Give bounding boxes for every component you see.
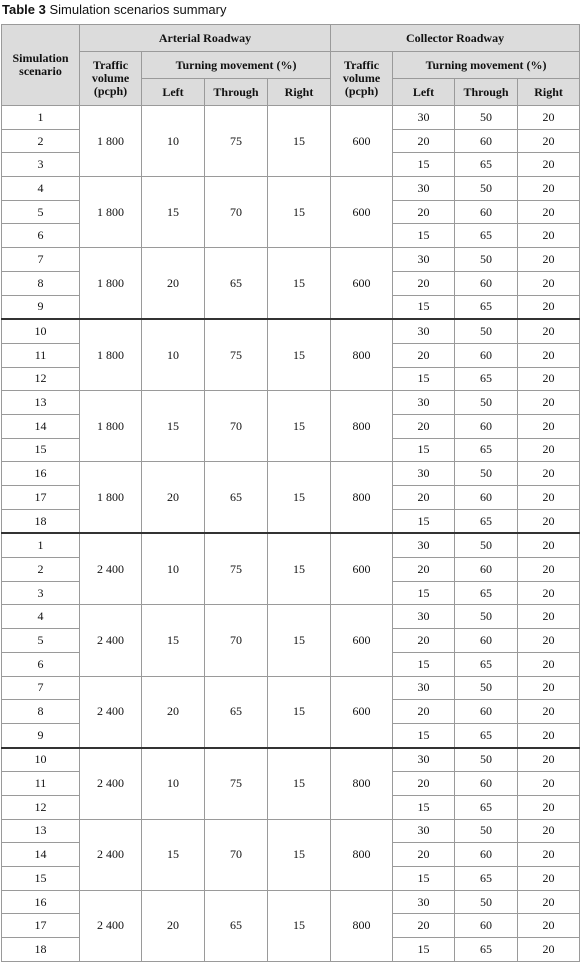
collector-right-cell: 20 (518, 486, 580, 510)
collector-left-cell: 15 (393, 295, 455, 319)
collector-left-cell: 20 (393, 200, 455, 224)
scenario-cell: 10 (2, 319, 80, 343)
arterial-through-cell: 75 (205, 106, 268, 177)
collector-right-cell: 20 (518, 248, 580, 272)
scenario-cell: 18 (2, 938, 80, 962)
scenario-cell: 11 (2, 772, 80, 796)
table-row (2, 106, 580, 130)
collector-through-cell: 60 (455, 129, 518, 153)
collector-through-cell: 60 (455, 558, 518, 582)
arterial-left-cell: 10 (142, 533, 205, 605)
collector-right-cell: 20 (518, 153, 580, 177)
arterial-volume-cell: 2 400 (80, 676, 142, 748)
collector-right-cell: 20 (518, 652, 580, 676)
arterial-volume-cell: 1 800 (80, 177, 142, 248)
collector-right-cell: 20 (518, 391, 580, 415)
collector-left-cell: 15 (393, 438, 455, 462)
collector-right-cell: 20 (518, 795, 580, 819)
collector-left-cell: 20 (393, 129, 455, 153)
collector-through-cell: 50 (455, 819, 518, 843)
collector-left-cell: 30 (393, 533, 455, 557)
scenario-cell: 5 (2, 200, 80, 224)
arterial-volume-cell: 1 800 (80, 248, 142, 320)
collector-right-cell: 20 (518, 129, 580, 153)
scenario-cell: 9 (2, 723, 80, 747)
collector-right-cell: 20 (518, 605, 580, 629)
collector-left-cell: 20 (393, 558, 455, 582)
arterial-right-cell: 15 (268, 462, 331, 534)
table-body (2, 106, 580, 962)
table-row (2, 890, 580, 914)
collector-left-cell: 15 (393, 509, 455, 533)
collector-right-cell: 20 (518, 819, 580, 843)
collector-volume-cell: 800 (331, 462, 393, 534)
collector-right-cell: 20 (518, 700, 580, 724)
collector-left-cell: 30 (393, 890, 455, 914)
arterial-volume-cell: 1 800 (80, 106, 142, 177)
scenario-cell: 15 (2, 867, 80, 891)
header-arterial-left: Left (142, 79, 205, 106)
scenario-cell: 7 (2, 248, 80, 272)
scenario-cell: 8 (2, 271, 80, 295)
collector-right-cell: 20 (518, 343, 580, 367)
collector-through-cell: 65 (455, 867, 518, 891)
collector-right-cell: 20 (518, 509, 580, 533)
collector-right-cell: 20 (518, 581, 580, 605)
header-arterial-right: Right (268, 79, 331, 106)
collector-through-cell: 50 (455, 890, 518, 914)
collector-left-cell: 15 (393, 581, 455, 605)
collector-right-cell: 20 (518, 676, 580, 700)
arterial-left-cell: 15 (142, 605, 205, 676)
collector-left-cell: 20 (393, 700, 455, 724)
header-arterial-volume: Traffic volume (pcph) (80, 52, 142, 106)
collector-left-cell: 30 (393, 676, 455, 700)
scenario-cell: 5 (2, 629, 80, 653)
collector-left-cell: 15 (393, 652, 455, 676)
arterial-right-cell: 15 (268, 605, 331, 676)
header-collector-turning: Turning movement (%) (393, 52, 580, 79)
collector-through-cell: 50 (455, 106, 518, 130)
collector-through-cell: 65 (455, 723, 518, 747)
collector-through-cell: 65 (455, 509, 518, 533)
collector-through-cell: 60 (455, 486, 518, 510)
arterial-left-cell: 20 (142, 676, 205, 748)
collector-left-cell: 20 (393, 843, 455, 867)
collector-through-cell: 60 (455, 414, 518, 438)
scenario-cell: 2 (2, 129, 80, 153)
arterial-left-cell: 15 (142, 177, 205, 248)
header-collector: Collector Roadway (331, 25, 580, 52)
collector-through-cell: 60 (455, 772, 518, 796)
collector-volume-cell: 600 (331, 248, 393, 320)
arterial-through-cell: 65 (205, 248, 268, 320)
collector-right-cell: 20 (518, 367, 580, 391)
header-arterial: Arterial Roadway (80, 25, 331, 52)
scenario-cell: 6 (2, 224, 80, 248)
collector-right-cell: 20 (518, 843, 580, 867)
header-collector-through: Through (455, 79, 518, 106)
collector-through-cell: 60 (455, 914, 518, 938)
header-arterial-turning: Turning movement (%) (142, 52, 331, 79)
collector-volume-cell: 600 (331, 676, 393, 748)
scenario-cell: 18 (2, 509, 80, 533)
arterial-through-cell: 70 (205, 605, 268, 676)
arterial-through-cell: 70 (205, 819, 268, 890)
arterial-volume-cell: 2 400 (80, 748, 142, 820)
scenario-cell: 13 (2, 391, 80, 415)
collector-through-cell: 65 (455, 153, 518, 177)
collector-volume-cell: 800 (331, 391, 393, 462)
scenario-cell: 12 (2, 795, 80, 819)
table-row (2, 533, 580, 557)
arterial-left-cell: 20 (142, 890, 205, 961)
table-row (2, 462, 580, 486)
collector-left-cell: 20 (393, 629, 455, 653)
collector-through-cell: 60 (455, 343, 518, 367)
scenario-cell: 17 (2, 486, 80, 510)
collector-right-cell: 20 (518, 938, 580, 962)
collector-left-cell: 20 (393, 343, 455, 367)
collector-right-cell: 20 (518, 462, 580, 486)
arterial-through-cell: 65 (205, 890, 268, 961)
collector-volume-cell: 600 (331, 605, 393, 676)
table-title: Simulation scenarios summary (49, 2, 227, 17)
scenario-cell: 9 (2, 295, 80, 319)
arterial-through-cell: 75 (205, 748, 268, 820)
table-row (2, 319, 580, 343)
arterial-through-cell: 65 (205, 676, 268, 748)
arterial-volume-cell: 2 400 (80, 605, 142, 676)
scenario-cell: 14 (2, 414, 80, 438)
collector-left-cell: 20 (393, 772, 455, 796)
collector-volume-cell: 600 (331, 177, 393, 248)
collector-left-cell: 15 (393, 867, 455, 891)
collector-through-cell: 65 (455, 795, 518, 819)
collector-through-cell: 65 (455, 295, 518, 319)
collector-right-cell: 20 (518, 177, 580, 201)
collector-right-cell: 20 (518, 319, 580, 343)
scenario-cell: 14 (2, 843, 80, 867)
arterial-right-cell: 15 (268, 890, 331, 961)
scenario-cell: 12 (2, 367, 80, 391)
collector-left-cell: 30 (393, 748, 455, 772)
collector-left-cell: 20 (393, 486, 455, 510)
scenario-cell: 8 (2, 700, 80, 724)
arterial-right-cell: 15 (268, 748, 331, 820)
collector-volume-cell: 600 (331, 533, 393, 605)
scenario-cell: 10 (2, 748, 80, 772)
collector-right-cell: 20 (518, 558, 580, 582)
header-scenario: Simulation scenario (2, 25, 80, 106)
collector-through-cell: 50 (455, 533, 518, 557)
scenario-cell: 16 (2, 890, 80, 914)
collector-right-cell: 20 (518, 271, 580, 295)
collector-through-cell: 65 (455, 581, 518, 605)
arterial-volume-cell: 2 400 (80, 890, 142, 961)
collector-through-cell: 60 (455, 271, 518, 295)
arterial-through-cell: 75 (205, 533, 268, 605)
table-row (2, 676, 580, 700)
arterial-right-cell: 15 (268, 106, 331, 177)
collector-through-cell: 65 (455, 367, 518, 391)
arterial-left-cell: 15 (142, 819, 205, 890)
arterial-volume-cell: 1 800 (80, 462, 142, 534)
arterial-right-cell: 15 (268, 533, 331, 605)
table-number: Table 3 (2, 2, 46, 17)
collector-through-cell: 65 (455, 938, 518, 962)
arterial-left-cell: 20 (142, 248, 205, 320)
collector-through-cell: 65 (455, 652, 518, 676)
collector-right-cell: 20 (518, 914, 580, 938)
arterial-right-cell: 15 (268, 319, 331, 391)
collector-left-cell: 20 (393, 414, 455, 438)
scenario-cell: 1 (2, 106, 80, 130)
table-row (2, 819, 580, 843)
arterial-through-cell: 65 (205, 462, 268, 534)
collector-through-cell: 65 (455, 224, 518, 248)
arterial-left-cell: 10 (142, 748, 205, 820)
header-collector-left: Left (393, 79, 455, 106)
scenario-cell: 15 (2, 438, 80, 462)
collector-left-cell: 30 (393, 391, 455, 415)
arterial-left-cell: 15 (142, 391, 205, 462)
collector-left-cell: 30 (393, 605, 455, 629)
collector-right-cell: 20 (518, 772, 580, 796)
collector-left-cell: 30 (393, 819, 455, 843)
collector-through-cell: 50 (455, 319, 518, 343)
collector-right-cell: 20 (518, 295, 580, 319)
arterial-right-cell: 15 (268, 248, 331, 320)
collector-left-cell: 15 (393, 367, 455, 391)
arterial-right-cell: 15 (268, 676, 331, 748)
collector-through-cell: 50 (455, 177, 518, 201)
collector-left-cell: 20 (393, 271, 455, 295)
header-collector-volume: Traffic volume (pcph) (331, 52, 393, 106)
collector-right-cell: 20 (518, 748, 580, 772)
scenario-cell: 3 (2, 153, 80, 177)
scenario-cell: 3 (2, 581, 80, 605)
collector-right-cell: 20 (518, 890, 580, 914)
collector-right-cell: 20 (518, 200, 580, 224)
table-row (2, 177, 580, 201)
collector-right-cell: 20 (518, 533, 580, 557)
collector-through-cell: 50 (455, 605, 518, 629)
scenario-cell: 13 (2, 819, 80, 843)
arterial-through-cell: 70 (205, 391, 268, 462)
arterial-right-cell: 15 (268, 391, 331, 462)
collector-volume-cell: 800 (331, 890, 393, 961)
collector-through-cell: 50 (455, 748, 518, 772)
arterial-volume-cell: 1 800 (80, 319, 142, 391)
collector-left-cell: 15 (393, 795, 455, 819)
table-row (2, 391, 580, 415)
arterial-left-cell: 10 (142, 319, 205, 391)
collector-left-cell: 15 (393, 723, 455, 747)
collector-volume-cell: 800 (331, 748, 393, 820)
arterial-right-cell: 15 (268, 177, 331, 248)
collector-left-cell: 15 (393, 153, 455, 177)
collector-left-cell: 15 (393, 938, 455, 962)
arterial-volume-cell: 2 400 (80, 819, 142, 890)
scenario-cell: 11 (2, 343, 80, 367)
header-collector-right: Right (518, 79, 580, 106)
scenario-cell: 4 (2, 605, 80, 629)
collector-left-cell: 30 (393, 106, 455, 130)
collector-right-cell: 20 (518, 106, 580, 130)
collector-through-cell: 60 (455, 700, 518, 724)
collector-right-cell: 20 (518, 629, 580, 653)
collector-left-cell: 20 (393, 914, 455, 938)
collector-through-cell: 65 (455, 438, 518, 462)
arterial-left-cell: 20 (142, 462, 205, 534)
collector-through-cell: 50 (455, 248, 518, 272)
collector-left-cell: 30 (393, 319, 455, 343)
arterial-left-cell: 10 (142, 106, 205, 177)
collector-through-cell: 50 (455, 676, 518, 700)
collector-left-cell: 30 (393, 462, 455, 486)
table-caption (2, 2, 226, 17)
arterial-volume-cell: 2 400 (80, 533, 142, 605)
table-row (2, 605, 580, 629)
scenario-cell: 1 (2, 533, 80, 557)
collector-right-cell: 20 (518, 867, 580, 891)
collector-right-cell: 20 (518, 438, 580, 462)
scenario-cell: 6 (2, 652, 80, 676)
collector-through-cell: 50 (455, 462, 518, 486)
arterial-right-cell: 15 (268, 819, 331, 890)
collector-through-cell: 60 (455, 629, 518, 653)
scenario-cell: 7 (2, 676, 80, 700)
collector-through-cell: 50 (455, 391, 518, 415)
scenario-cell: 16 (2, 462, 80, 486)
scenario-cell: 4 (2, 177, 80, 201)
collector-left-cell: 15 (393, 224, 455, 248)
scenario-cell: 2 (2, 558, 80, 582)
collector-right-cell: 20 (518, 224, 580, 248)
arterial-through-cell: 75 (205, 319, 268, 391)
simulation-scenarios-table (1, 24, 580, 962)
table-row (2, 248, 580, 272)
collector-volume-cell: 800 (331, 319, 393, 391)
table-row (2, 748, 580, 772)
arterial-through-cell: 70 (205, 177, 268, 248)
collector-right-cell: 20 (518, 723, 580, 747)
arterial-volume-cell: 1 800 (80, 391, 142, 462)
collector-volume-cell: 600 (331, 106, 393, 177)
collector-through-cell: 60 (455, 843, 518, 867)
header-arterial-through: Through (205, 79, 268, 106)
collector-left-cell: 30 (393, 177, 455, 201)
collector-left-cell: 30 (393, 248, 455, 272)
collector-through-cell: 60 (455, 200, 518, 224)
collector-volume-cell: 800 (331, 819, 393, 890)
collector-right-cell: 20 (518, 414, 580, 438)
scenario-cell: 17 (2, 914, 80, 938)
